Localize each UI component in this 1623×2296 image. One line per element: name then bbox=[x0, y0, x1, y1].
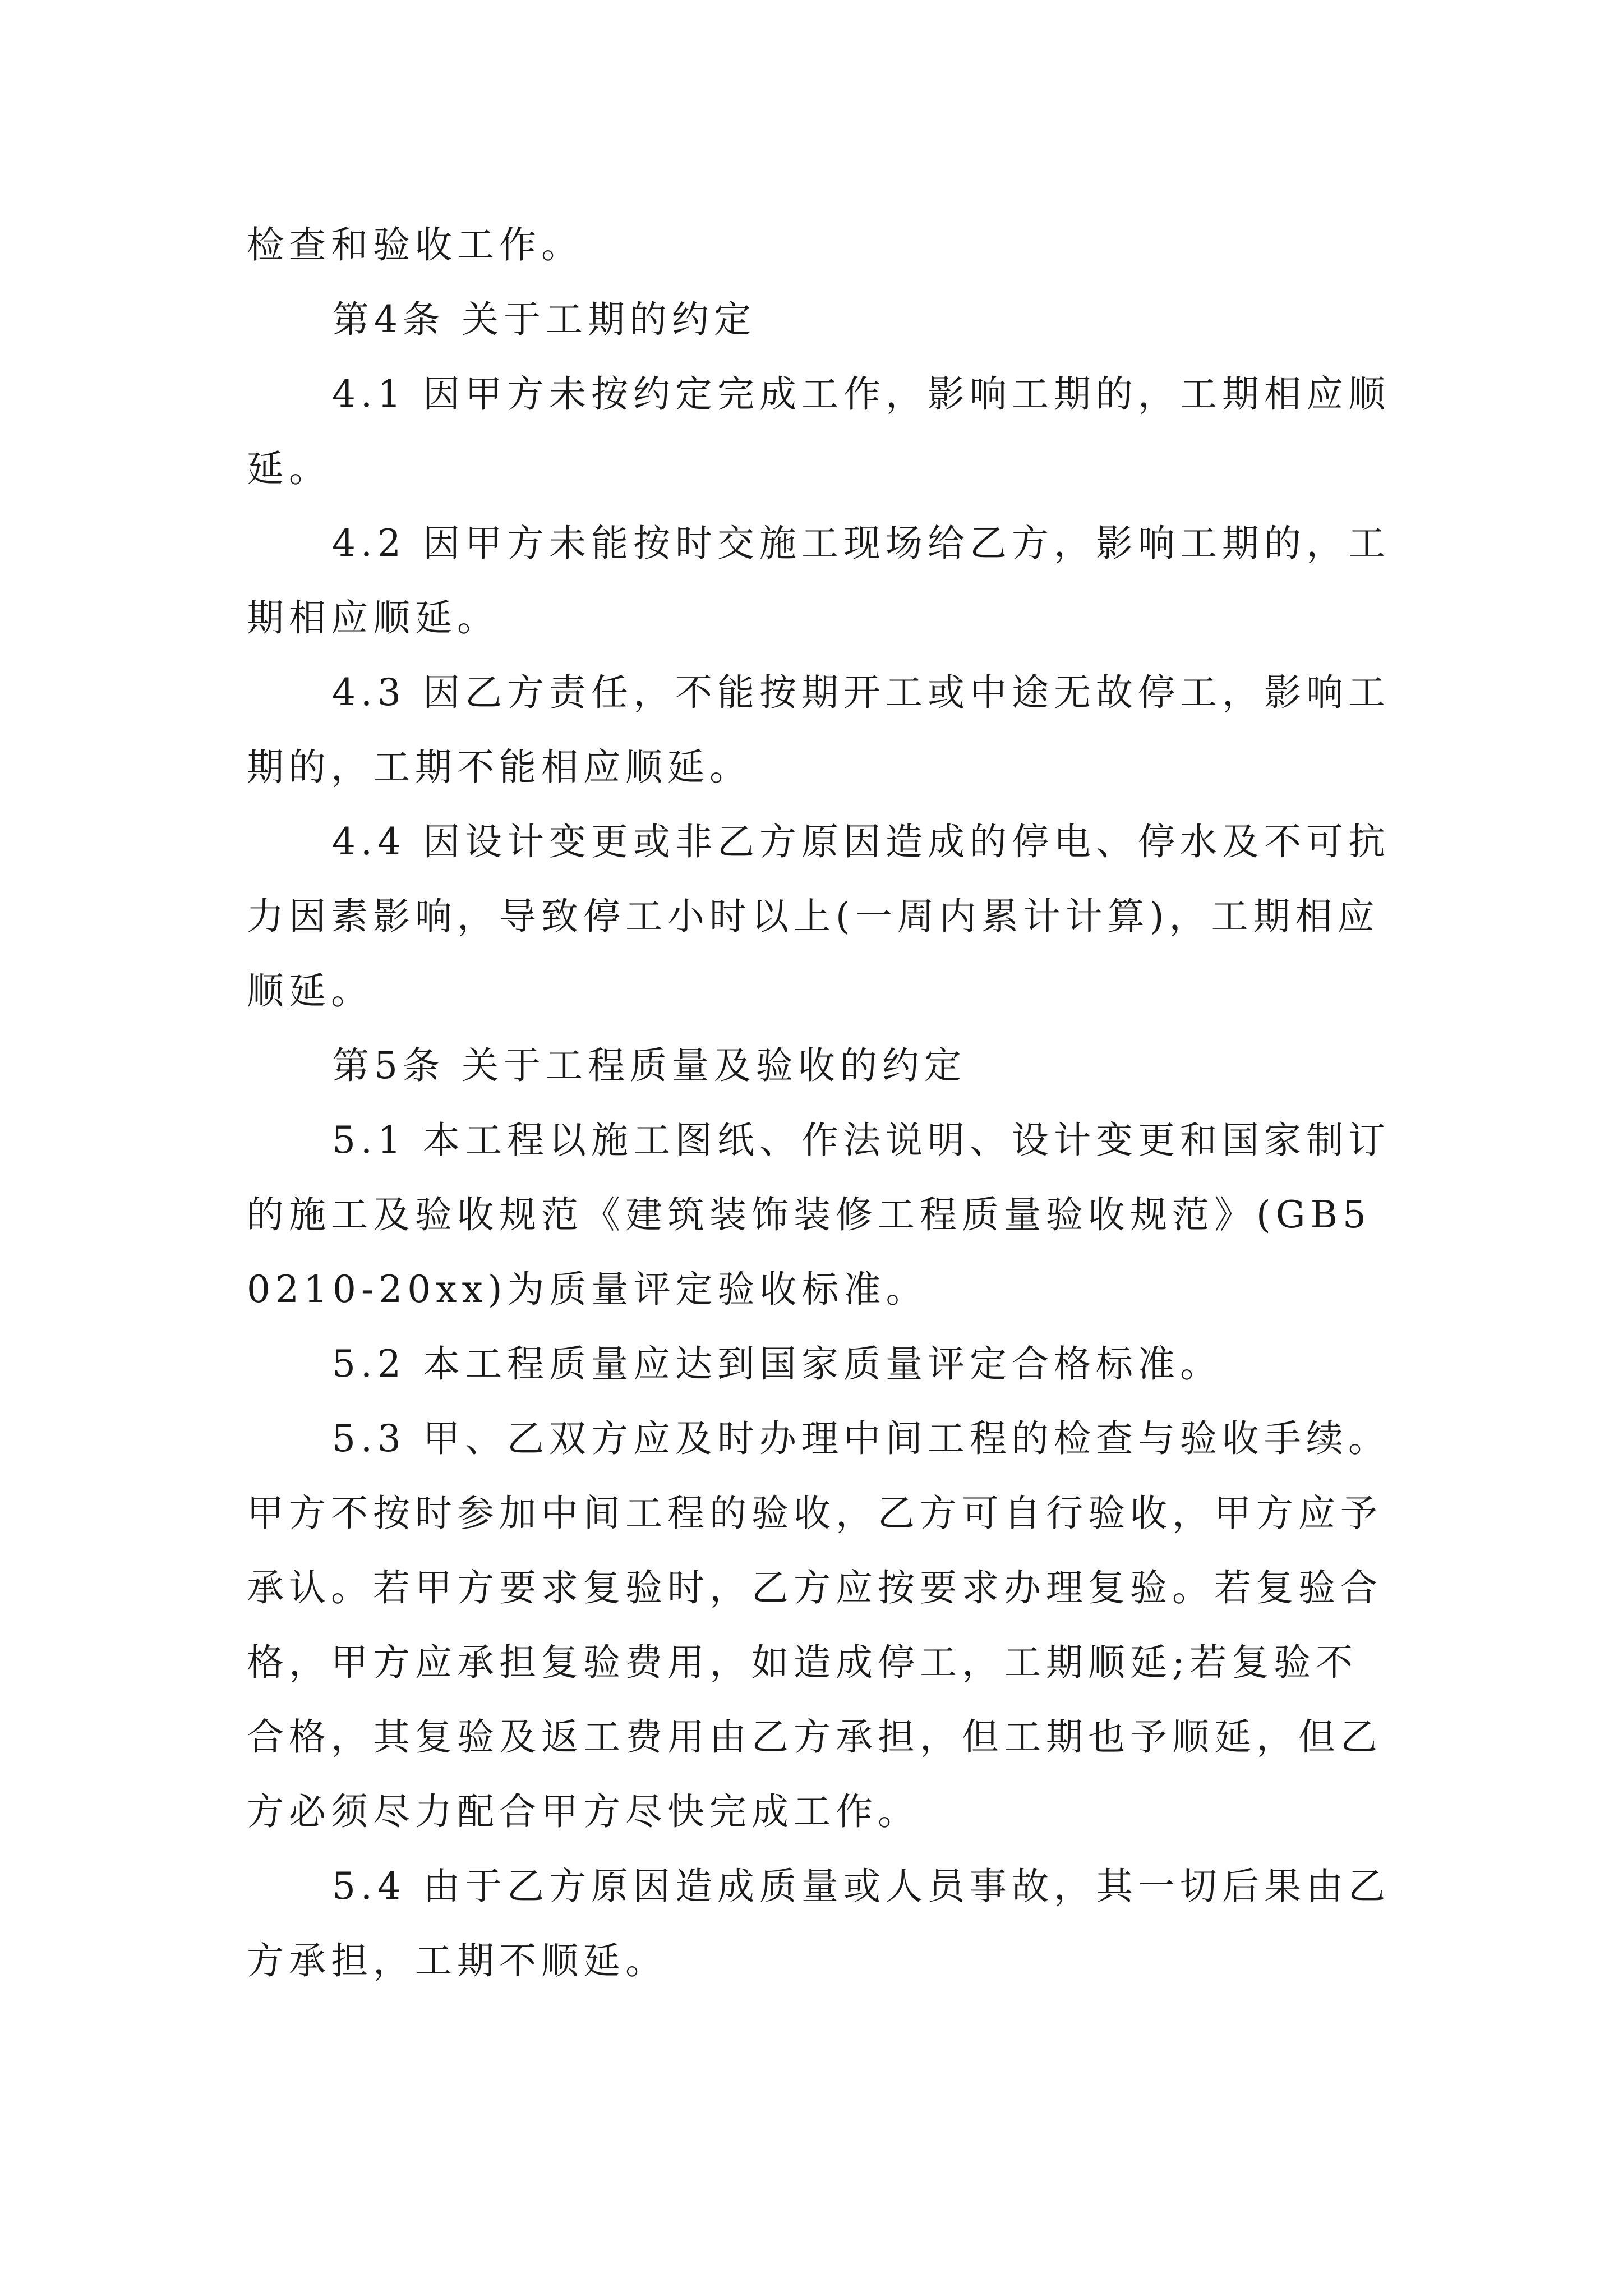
paragraph-continuation: 检查和验收工作。 bbox=[247, 223, 583, 266]
clause-5-4: 5.4 由于乙方原因造成质量或人员事故，其一切后果由乙方承担，工期不顺延。 bbox=[247, 1865, 1390, 1982]
document-body bbox=[247, 208, 1391, 1998]
clause-4-1: 4.1 因甲方未按约定完成工作，影响工期的，工期相应顺延。 bbox=[247, 372, 1390, 490]
section-heading-article-5: 第5条 关于工程质量及验收的约定 bbox=[332, 1044, 966, 1087]
clause-5-3: 5.3 甲、乙双方应及时办理中间工程的检查与验收手续。甲方不按时参加中间工程的验收，乙方可自行验收，甲方应予承认。若甲方要求复验时，乙方应按要求办理复验。若复验合格，甲方应承担复验费用，如造成停工，工期顺延;若复验不合格，其复验及返工费用由乙方承担，但工期也予顺延，但乙方必须尽力配合甲方尽快完成工作。 bbox=[247, 1417, 1390, 1833]
clause-5-2: 5.2 本工程质量应达到国家质量评定合格标准。 bbox=[332, 1342, 1222, 1386]
clause-4-2: 4.2 因甲方未能按时交施工现场给乙方，影响工期的，工期相应顺延。 bbox=[247, 522, 1390, 639]
clause-5-1: 5.1 本工程以施工图纸、作法说明、设计变更和国家制订的施工及验收规范《建筑装饰装修工程质量验收规范》(GB50210-20xx)为质量评定验收标准。 bbox=[247, 1119, 1390, 1311]
clause-4-3: 4.3 因乙方责任，不能按期开工或中途无故停工，影响工期的，工期不能相应顺延。 bbox=[247, 671, 1390, 789]
section-heading-article-4: 第4条 关于工期的约定 bbox=[332, 298, 756, 341]
clause-4-4: 4.4 因设计变更或非乙方原因造成的停电、停水及不可抗力因素影响，导致停工小时以上(一周内累计计算)，工期相应顺延。 bbox=[247, 820, 1390, 1013]
